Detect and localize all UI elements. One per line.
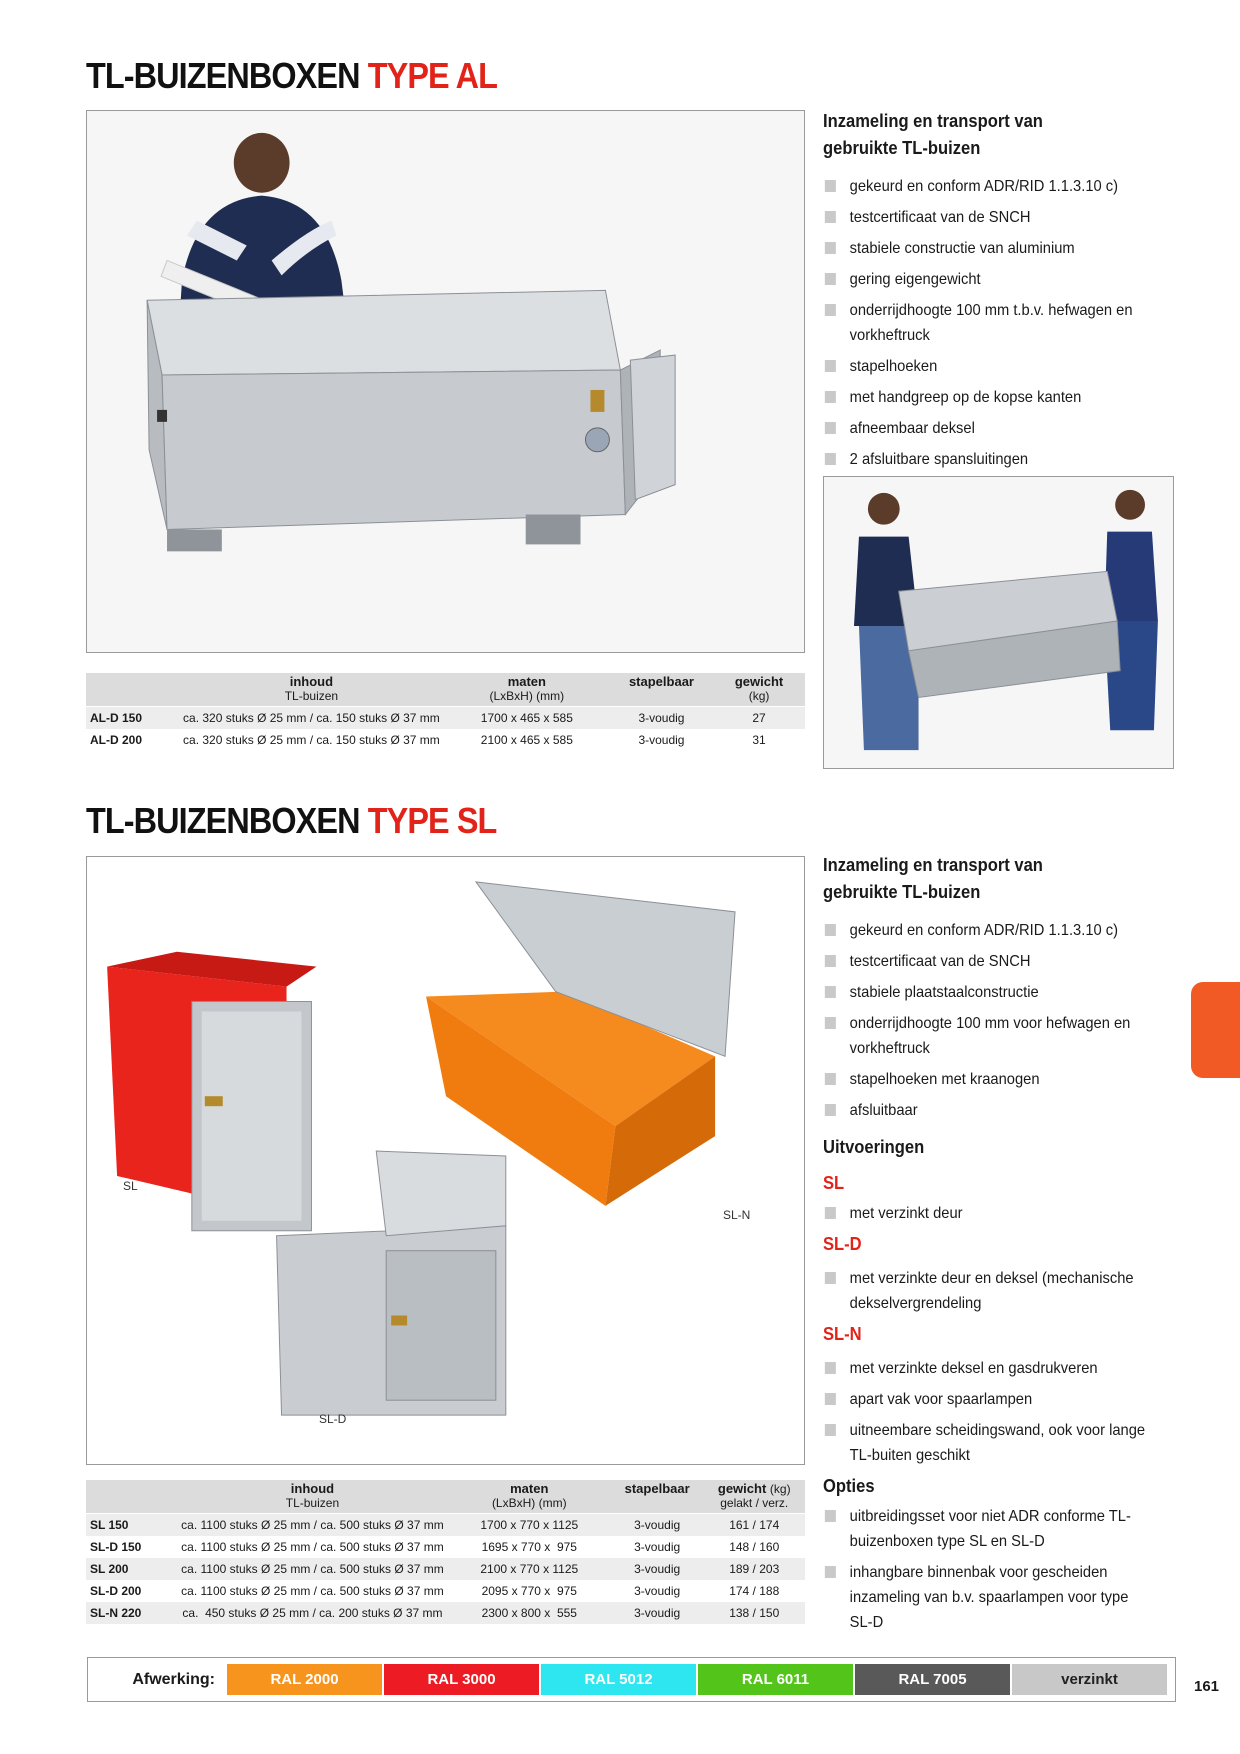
cell-stapelbaar: 3-voudig	[611, 1558, 704, 1580]
cell-inhoud: ca. 1100 stuks Ø 25 mm / ca. 500 stuks Ø 37 mm	[177, 1536, 448, 1558]
cell-maten: 2095 x 770 x 975	[448, 1580, 611, 1602]
cell-gewicht: 148 / 160	[703, 1536, 805, 1558]
sl-feature-list	[823, 918, 1183, 1123]
swatch-ral-7005: RAL 7005	[855, 1664, 1010, 1695]
cell-maten: 1695 x 770 x 975	[448, 1536, 611, 1558]
cell-inhoud: ca. 1100 stuks Ø 25 mm / ca. 500 stuks Ø 37 mm	[177, 1558, 448, 1580]
table-row	[86, 1602, 805, 1624]
cell-maten: 2100 x 770 x 1125	[448, 1558, 611, 1580]
cell-model: SL 150	[86, 1514, 177, 1536]
sl-box-illustration	[87, 857, 804, 1464]
cell-inhoud: ca. 1100 stuks Ø 25 mm / ca. 500 stuks Ø 37 mm	[177, 1580, 448, 1602]
variant-sld-list	[823, 1266, 1183, 1316]
page-title-al: TL-BUIZENBOXEN TYPE AL	[86, 55, 498, 96]
list-item: 2 afsluitbare spansluitingen	[823, 447, 1181, 472]
photo-label-sld: SL-D	[319, 1412, 347, 1426]
cell-maten: 2300 x 800 x 555	[448, 1602, 611, 1624]
swatch-ral-3000: RAL 3000	[384, 1664, 539, 1695]
variants-heading: Uitvoeringen	[823, 1137, 925, 1157]
sl-info-panel	[823, 852, 1183, 1641]
page-title-sl: TL-BUIZENBOXEN TYPE SL	[86, 800, 497, 841]
table-row	[86, 707, 805, 729]
col-header-stapelbaar: stapelbaar	[611, 1480, 704, 1496]
finish-label: Afwerking:	[132, 1670, 215, 1688]
swatch-ral-2000: RAL 2000	[227, 1664, 382, 1695]
col-header-inhoud: inhoud	[177, 1480, 448, 1496]
table-row	[86, 1514, 805, 1536]
col-header-gewicht: gewicht (kg)	[703, 1480, 805, 1496]
list-item: met verzinkte deksel en gasdrukveren	[823, 1356, 1181, 1381]
al-spec-table	[86, 673, 805, 751]
cell-stapelbaar: 3-voudig	[610, 729, 713, 751]
col-subheader-gewicht: gelakt / verz.	[703, 1496, 805, 1514]
col-header-maten: maten	[444, 673, 610, 689]
list-item: testcertificaat van de SNCH	[823, 205, 1181, 230]
cell-gewicht: 31	[713, 729, 805, 751]
product-photo-sl	[86, 856, 805, 1465]
col-subheader-maten: (LxBxH) (mm)	[444, 689, 610, 707]
list-item: apart vak voor spaarlampen	[823, 1387, 1181, 1412]
list-item: met verzinkt deur	[823, 1201, 1181, 1226]
list-item: met handgreep op de kopse kanten	[823, 385, 1181, 410]
list-item: gering eigengewicht	[823, 267, 1181, 292]
list-item: onderrijdhoogte 100 mm voor hefwagen en vorkheftruck	[823, 1011, 1154, 1061]
col-subheader-inhoud: TL-buizen	[179, 689, 444, 707]
al-box-illustration	[87, 111, 804, 652]
cell-gewicht: 174 / 188	[703, 1580, 805, 1602]
cell-model: SL-D 150	[86, 1536, 177, 1558]
cell-stapelbaar: 3-voudig	[611, 1602, 704, 1624]
cell-inhoud: ca. 450 stuks Ø 25 mm / ca. 200 stuks Ø 37 mm	[177, 1602, 448, 1624]
options-list	[823, 1504, 1183, 1635]
col-header-inhoud: inhoud	[179, 673, 444, 689]
cell-maten: 1700 x 770 x 1125	[448, 1514, 611, 1536]
cell-model: SL-N 220	[86, 1602, 177, 1624]
cell-gewicht: 189 / 203	[703, 1558, 805, 1580]
cell-gewicht: 138 / 150	[703, 1602, 805, 1624]
photo-label-sl: SL	[123, 1179, 138, 1193]
al-carry-illustration	[824, 477, 1173, 768]
list-item: stabiele plaatstaalconstructie	[823, 980, 1181, 1005]
col-subheader-gewicht: (kg)	[713, 689, 805, 707]
cell-maten: 1700 x 465 x 585	[444, 707, 610, 729]
cell-model: SL 200	[86, 1558, 177, 1580]
cell-inhoud: ca. 1100 stuks Ø 25 mm / ca. 500 stuks Ø 37 mm	[177, 1514, 448, 1536]
cell-gewicht: 27	[713, 707, 805, 729]
options-heading: Opties	[823, 1476, 875, 1496]
col-header-gewicht: gewicht	[713, 673, 805, 689]
swatch-verzinkt: verzinkt	[1012, 1664, 1167, 1695]
swatch-ral-5012: RAL 5012	[541, 1664, 696, 1695]
table-row	[86, 1558, 805, 1580]
variant-sln-list	[823, 1356, 1183, 1468]
cell-model: AL-D 200	[86, 729, 179, 751]
list-item: gekeurd en conform ADR/RID 1.1.3.10 c)	[823, 918, 1181, 943]
cell-inhoud: ca. 320 stuks Ø 25 mm / ca. 150 stuks Ø 37 mm	[179, 729, 444, 751]
photo-label-sln: SL-N	[723, 1208, 751, 1222]
sl-spec-table	[86, 1480, 805, 1624]
page-number: 161	[1194, 1678, 1220, 1695]
variant-sl-list	[823, 1201, 1183, 1226]
list-item: stabiele constructie van aluminium	[823, 236, 1181, 261]
al-feature-list	[823, 174, 1183, 472]
table-row	[86, 1536, 805, 1558]
sl-info-heading: Inzameling en transport van gebruikte TL-buizen	[823, 855, 1043, 902]
list-item: inhangbare binnenbak voor gescheiden inzameling van b.v. spaarlampen voor type SL-D	[823, 1560, 1154, 1635]
al-info-panel	[823, 108, 1183, 478]
cell-stapelbaar: 3-voudig	[611, 1514, 704, 1536]
list-item: stapelhoeken met kraanogen	[823, 1067, 1181, 1092]
cell-stapelbaar: 3-voudig	[611, 1580, 704, 1602]
col-subheader-maten: (LxBxH) (mm)	[448, 1496, 611, 1514]
list-item: afsluitbaar	[823, 1098, 1181, 1123]
product-photo-al	[86, 110, 805, 653]
col-header-maten: maten	[448, 1480, 611, 1496]
cell-model: SL-D 200	[86, 1580, 177, 1602]
col-subheader-inhoud: TL-buizen	[177, 1496, 448, 1514]
list-item: uitneembare scheidingswand, ook voor lange TL-buiten geschikt	[823, 1418, 1154, 1468]
list-item: afneembaar deksel	[823, 416, 1181, 441]
list-item: stapelhoeken	[823, 354, 1181, 379]
table-row	[86, 1580, 805, 1602]
variant-sln-label: SL-N	[823, 1324, 862, 1344]
list-item: uitbreidingsset voor niet ADR conforme TL-buizenboxen type SL en SL-D	[823, 1504, 1154, 1554]
list-item: testcertificaat van de SNCH	[823, 949, 1181, 974]
cell-maten: 2100 x 465 x 585	[444, 729, 610, 751]
list-item: met verzinkte deur en deksel (mechanische dekselvergrendeling	[823, 1266, 1154, 1316]
list-item: onderrijdhoogte 100 mm t.b.v. hefwagen en vorkheftruck	[823, 298, 1154, 348]
cell-stapelbaar: 3-voudig	[611, 1536, 704, 1558]
swatch-ral-6011: RAL 6011	[698, 1664, 853, 1695]
finish-bar	[87, 1657, 1176, 1702]
cell-inhoud: ca. 320 stuks Ø 25 mm / ca. 150 stuks Ø 37 mm	[179, 707, 444, 729]
table-row	[86, 729, 805, 751]
product-photo-al-carry	[823, 476, 1174, 769]
list-item: gekeurd en conform ADR/RID 1.1.3.10 c)	[823, 174, 1181, 199]
section-tab-marker	[1191, 982, 1240, 1078]
col-header-stapelbaar: stapelbaar	[610, 673, 713, 689]
variant-sld-label: SL-D	[823, 1234, 862, 1254]
al-info-heading: Inzameling en transport van gebruikte TL-buizen	[823, 111, 1043, 158]
cell-gewicht: 161 / 174	[703, 1514, 805, 1536]
cell-stapelbaar: 3-voudig	[610, 707, 713, 729]
variant-sl-label: SL	[823, 1173, 845, 1193]
cell-model: AL-D 150	[86, 707, 179, 729]
